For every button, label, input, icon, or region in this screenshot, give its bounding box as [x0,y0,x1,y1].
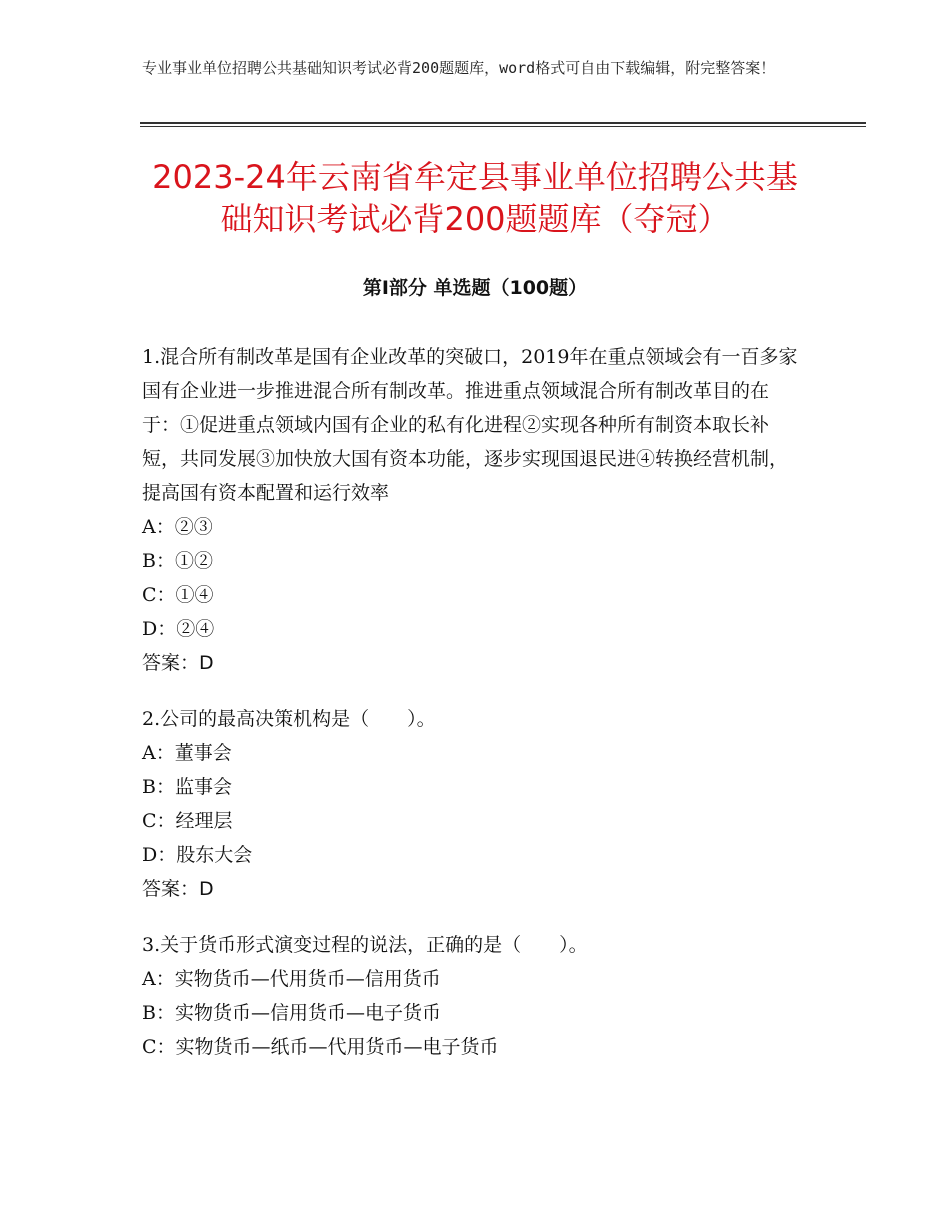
option-b: B：①② [142,550,213,572]
question-stem: 2.公司的最高决策机构是（ ）。 [142,708,436,730]
option-d: D：②④ [142,618,215,640]
option-c: C：经理层 [142,810,233,832]
option-a: A：②③ [142,516,213,538]
answer: 答案：D [142,878,214,900]
header-rule-thin [140,126,866,127]
option-c: C：实物货币—纸币—代用货币—电子货币 [142,1036,499,1058]
question-3 [142,928,804,1064]
question-stem: 3.关于货币形式演变过程的说法，正确的是（ ）。 [142,934,588,956]
question-1 [142,340,804,680]
question-stem: 1.混合所有制改革是国有企业改革的突破口，2019年在重点领域会有一百多家国有企业进一步推进混合所有制改革。推进重点领域混合所有制改革目的在于：①促进重点领域内国有企业的私有化进程②实现各种所有制资本取长补短，共同发展③加快放大国有资本功能，逐步实现国退民进④转换经营机制，提高国有资本配置和运行效率 [142,346,798,504]
document-title: 2023-24年云南省牟定县事业单位招聘公共基础知识考试必背200题题库（夺冠） [152,158,798,238]
section-title: 第Ⅰ部分 单选题（100题） [362,277,588,299]
question-list [142,340,804,1086]
question-2 [142,702,804,906]
option-a: A：董事会 [142,742,232,764]
option-b: B：实物货币—信用货币—电子货币 [142,1002,441,1024]
option-a: A：实物货币—代用货币—信用货币 [142,968,441,990]
answer: 答案：D [142,652,214,674]
header-note: 专业事业单位招聘公共基础知识考试必背200题题库，word格式可自由下载编辑，附完整答案！ [142,59,776,77]
header-rule-thick [140,122,866,124]
option-d: D：股东大会 [142,844,253,866]
option-b: B：监事会 [142,776,232,798]
option-c: C：①④ [142,584,214,606]
